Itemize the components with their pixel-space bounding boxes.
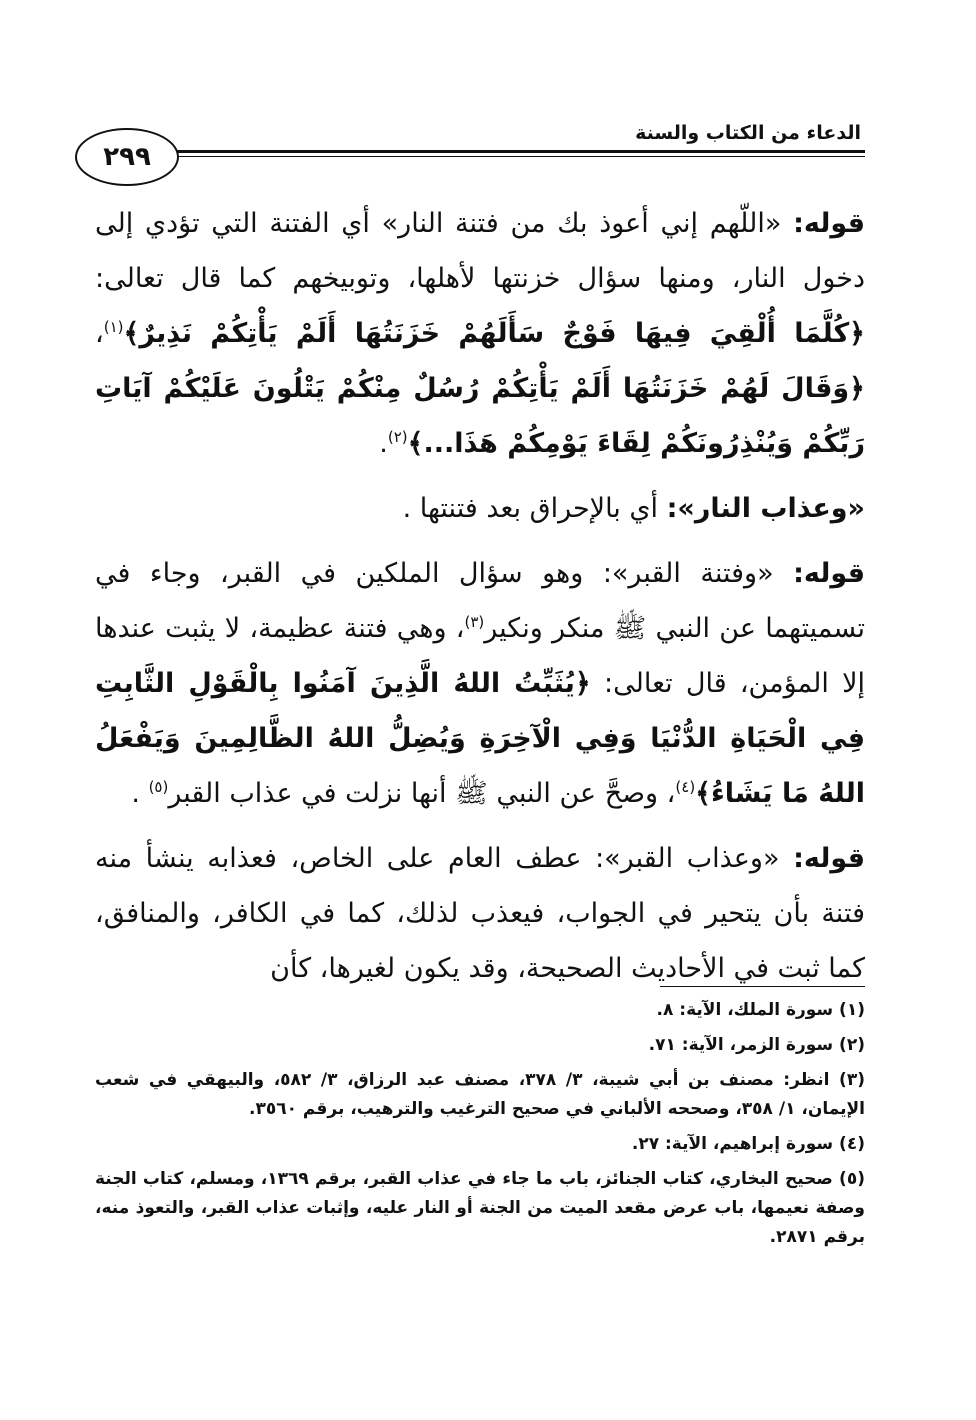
page-number: ٢٩٩ bbox=[75, 128, 179, 186]
paragraph-text: «اللّهم إني أعوذ بك من فتنة النار» أي الفتنة التي تؤدي إلى دخول النار، ومنها سؤال خزنتها لأهلها، وتوبيخهم كما قال تعالى: bbox=[95, 208, 865, 294]
paragraph-lead: قوله: bbox=[793, 843, 865, 874]
footnote-ref-2[interactable]: (٢) bbox=[387, 428, 408, 446]
footnote-ref-4[interactable]: (٤) bbox=[675, 778, 696, 796]
footnote-1: (١) سورة الملك، الآية: ٨. bbox=[656, 1000, 865, 1020]
footnote-4: (٤) سورة إبراهيم، الآية: ٢٧. bbox=[631, 1134, 865, 1154]
footnote-separator bbox=[660, 986, 865, 987]
paragraph-text: ، bbox=[95, 318, 104, 349]
paragraph-text: «وفتنة القبر»: وهو سؤال الملكين في القبر، وجاء في تسميتهما عن النبي ﷺ منكر ونكير bbox=[95, 558, 865, 644]
page-header bbox=[75, 122, 865, 190]
paragraph-lead: قوله: bbox=[793, 208, 865, 239]
paragraph-fire-trial bbox=[95, 196, 865, 471]
paragraph-text: أي بالإحراق بعد فتنتها . bbox=[402, 493, 667, 524]
header-rule-thick bbox=[175, 150, 865, 153]
paragraph-text: «وعذاب القبر»: عطف العام على الخاص، فعذابه ينشأ منه فتنة بأن يتحير في الجواب، فيعذب لذلك، كما في الكافر، والمنافق، كما ثبت في الأحاديث الصحيحة، وقد يكون لغيرها، كأن bbox=[95, 843, 865, 984]
paragraph-text: ، وصحَّ عن النبي ﷺ أنها نزلت في عذاب القبر bbox=[168, 778, 676, 809]
footnote-ref-3[interactable]: (٣) bbox=[464, 613, 485, 631]
main-text bbox=[95, 196, 865, 1006]
footnote-3: (٣) انظر: مصنف بن أبي شيبة، ٣/ ٣٧٨، مصنف عبد الرزاق، ٣/ ٥٨٢، والبيهقي في شعب الإيمان، ١/ ٣٥٨، وصححه الألباني في صحيح الترغيب والترهيب، برقم ٣٥٦٠. bbox=[95, 1070, 865, 1119]
paragraph-text: . bbox=[131, 778, 149, 809]
paragraph-grave-punishment bbox=[95, 831, 865, 996]
paragraph-text: . bbox=[379, 428, 388, 459]
paragraph-lead: «وعذاب النار»: bbox=[666, 493, 865, 524]
header-rule-thin bbox=[175, 156, 865, 157]
quran-verse: ﴿وَقَالَ لَهُمْ خَزَنَتُهَا أَلَمْ يَأْتِكُمْ رُسُلٌ مِنْكُمْ يَتْلُونَ عَلَيْكُمْ آيَاتِ رَبِّكُمْ وَيُنْذِرُونَكُمْ لِقَاءَ يَوْمِكُمْ هَذَا...﴾ bbox=[95, 373, 865, 459]
quran-verse: ﴿كُلَّمَا أُلْقِيَ فِيهَا فَوْجٌ سَأَلَهُمْ خَزَنَتُهَا أَلَمْ يَأْتِكُمْ نَذِيرٌ﴾ bbox=[123, 318, 865, 349]
footnote-ref-5[interactable]: (٥) bbox=[148, 778, 169, 796]
footnote-5: (٥) صحيح البخاري، كتاب الجنائز، باب ما جاء في عذاب القبر، برقم ١٣٦٩، ومسلم، كتاب الجنة وصفة نعيمها، باب عرض مقعد الميت من الجنة أو النار عليه، وإثبات عذاب القبر، والتعوذ منه، برقم ٢٨٧١. bbox=[95, 1169, 865, 1247]
paragraph-fire-punishment bbox=[95, 481, 865, 536]
paragraph-lead: قوله: bbox=[793, 558, 865, 589]
running-title: الدعاء من الكتاب والسنة bbox=[635, 122, 861, 144]
footnote-2: (٢) سورة الزمر، الآية: ٧١. bbox=[648, 1035, 865, 1055]
paragraph-text: ، وهي فتنة عظيمة، لا يثبت عندها إلا المؤمن، قال تعالى: bbox=[95, 613, 866, 699]
paragraph-grave-trial bbox=[95, 546, 865, 821]
footnotes bbox=[95, 996, 865, 1258]
footnote-ref-1[interactable]: (١) bbox=[103, 318, 124, 336]
quran-verse: ﴿يُثَبِّتُ اللهُ الَّذِينَ آمَنُوا بِالْقَوْلِ الثَّابِتِ فِي الْحَيَاةِ الدُّنْيَا وَفِي الْآخِرَةِ وَيُضِلُّ اللهُ الظَّالِمِينَ وَيَفْعَلُ اللهُ مَا يَشَاءُ﴾ bbox=[95, 668, 865, 809]
